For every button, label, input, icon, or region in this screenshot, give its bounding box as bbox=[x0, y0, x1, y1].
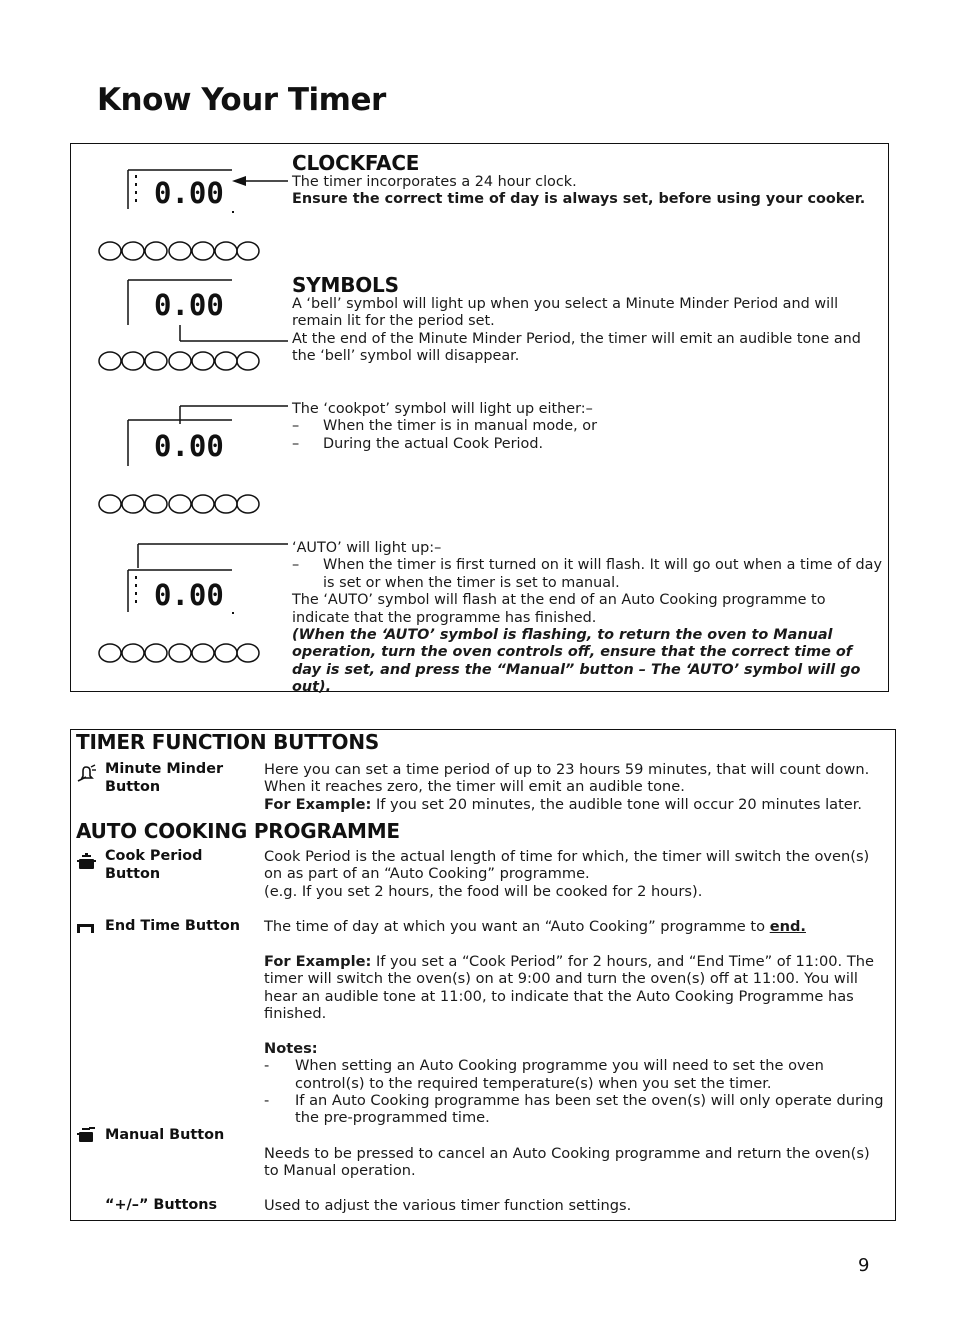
auto-item-text: When the timer is first turned on it will flash. It will go out when a time of day is set or when the timer is set to manual. bbox=[323, 557, 882, 591]
cookpot-item bbox=[292, 418, 882, 435]
end-time-description bbox=[264, 918, 884, 1127]
list-dash: – bbox=[292, 557, 300, 574]
timer-display-diagram-cookpot bbox=[96, 400, 292, 520]
end-time-desc bbox=[264, 918, 884, 935]
timer-function-buttons-heading: TIMER FUNCTION BUTTONS bbox=[76, 730, 380, 754]
note-text: If an Auto Cooking programme has been set the oven(s) will only operate during the pre-programmed time. bbox=[295, 1092, 884, 1127]
end-time-example bbox=[264, 953, 884, 1023]
minute-minder-desc: Here you can set a time period of up to 23 hours 59 minutes, that will count down. When it reaches zero, the timer will emit an audible tone. bbox=[264, 761, 870, 796]
cookpot-item bbox=[292, 436, 882, 453]
example-label: For Example: bbox=[264, 952, 372, 970]
auto-cooking-heading: AUTO COOKING PROGRAMME bbox=[76, 819, 400, 843]
end-time-example-text: If you set a “Cook Period” for 2 hours, and “End Time” of 11:00. The timer will switch the oven(s) on at 9:00 and turn the oven(s) off at 11:00. You will hear an audible tone at 11:00, to indicate that the Auto Cooking Programme has finished. bbox=[264, 952, 874, 1023]
auto-note: (When the ‘AUTO’ symbol is flashing, to return the oven to Manual operation, turn the oven controls off, ensure that the correct time of day is set, and press the “Manual” button – The ‘AUTO’ symbol will go out). bbox=[292, 627, 861, 696]
clockface-warning: Ensure the correct time of day is always set, before using your cooker. bbox=[292, 191, 866, 208]
page-number: 9 bbox=[858, 1255, 870, 1276]
list-dash: – bbox=[292, 435, 300, 452]
display-digits: 0.00 bbox=[154, 578, 224, 612]
cookpot-symbol-text bbox=[292, 401, 882, 453]
end-time-label: End Time Button bbox=[105, 918, 241, 934]
plus-minus-label: “+/–” Buttons bbox=[105, 1197, 218, 1213]
page-title: Know Your Timer bbox=[97, 82, 386, 118]
note-item bbox=[264, 1057, 884, 1092]
bell-para-1: A ‘bell’ symbol will light up when you select a Minute Minder Period and will remain lit for the period set. bbox=[292, 296, 839, 330]
minute-minder-description bbox=[264, 761, 892, 813]
manual-hand-icon bbox=[76, 1126, 98, 1144]
bell-para-2: At the end of the Minute Minder Period, the timer will emit an audible tone and the ‘bell’ symbol will disappear. bbox=[292, 330, 861, 365]
plus-minus-description: Used to adjust the various timer function settings. bbox=[264, 1197, 632, 1214]
display-digits: 0.00 bbox=[154, 176, 224, 210]
auto-intro: ‘AUTO’ will light up:– bbox=[292, 540, 442, 556]
end-time-icon bbox=[76, 921, 98, 935]
note-dash: - bbox=[264, 1092, 270, 1110]
clockface-text bbox=[292, 174, 882, 209]
example-label: For Example: bbox=[264, 795, 372, 813]
clockface-heading: CLOCKFACE bbox=[292, 151, 420, 175]
auto-item bbox=[292, 557, 884, 592]
cook-period-description bbox=[264, 848, 884, 900]
cook-period-desc-1: Cook Period is the actual length of time for which, the timer will switch the oven(s) on as part of an “Auto Cooking” programme. bbox=[264, 848, 870, 883]
note-item bbox=[264, 1092, 884, 1127]
note-text: When setting an Auto Cooking programme you will need to set the oven control(s) to the required temperature(s) when you set the timer. bbox=[295, 1057, 824, 1092]
cook-period-desc-2: (e.g. If you set 2 hours, the food will be cooked for 2 hours). bbox=[264, 882, 703, 900]
symbols-heading: SYMBOLS bbox=[292, 273, 399, 297]
timer-display-diagram-clockface bbox=[96, 165, 292, 265]
manual-label: Manual Button bbox=[105, 1127, 225, 1143]
minute-minder-example bbox=[264, 796, 892, 813]
note-dash: - bbox=[264, 1057, 270, 1075]
auto-symbol-text bbox=[292, 540, 884, 697]
notes-label: Notes: bbox=[264, 1039, 318, 1057]
cookpot-item-text: During the actual Cook Period. bbox=[323, 435, 544, 452]
end-time-desc-text: The time of day at which you want an “Auto Cooking” programme to bbox=[264, 918, 770, 935]
cookpot-intro: The ‘cookpot’ symbol will light up either:– bbox=[292, 401, 593, 417]
display-digits: 0.00 bbox=[154, 429, 224, 463]
cook-period-label: Cook Period Button bbox=[105, 848, 203, 882]
cookpot-item-text: When the timer is in manual mode, or bbox=[323, 418, 598, 435]
minute-minder-label: Minute Minder Button bbox=[105, 761, 224, 795]
list-dash: – bbox=[292, 418, 300, 435]
end-time-end-word: end. bbox=[769, 918, 806, 935]
timer-display-diagram-bell bbox=[96, 275, 292, 375]
minute-minder-example-text: If you set 20 minutes, the audible tone will occur 20 minutes later. bbox=[371, 795, 863, 813]
timer-display-diagram-auto bbox=[96, 538, 292, 668]
bell-icon bbox=[76, 764, 98, 784]
manual-description: Needs to be pressed to cancel an Auto Cooking programme and return the oven(s) to Manual operation. bbox=[264, 1145, 870, 1180]
cookpot-icon bbox=[76, 852, 98, 872]
bell-symbol-text bbox=[292, 296, 882, 366]
display-digits: 0.00 bbox=[154, 288, 224, 322]
auto-para: The ‘AUTO’ symbol will flash at the end of an Auto Cooking programme to indicate that the programme has finished. bbox=[292, 592, 826, 626]
clockface-line-1: The timer incorporates a 24 hour clock. bbox=[292, 174, 577, 190]
